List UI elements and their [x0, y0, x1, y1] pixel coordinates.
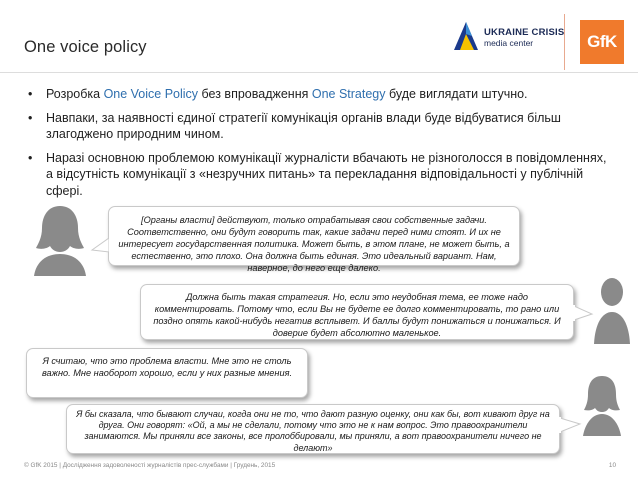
bullet-list [24, 86, 608, 206]
quote-text: [Органы власти] действуют, только отрабатывая свои собственные задачи. Соответственно, они будут говорить так, какие задачи перед ними стоят. И их не интересует государственная политика. Может быть, в этом плане, не может быть, а естественно, это плохо. Она должна быть единая. Это идеальный вариант. Нам, наверное, до него еще далеко. [118, 215, 510, 273]
footer-text: © GfK 2015 | Дослідження задоволеності журналістів прес-службами | Грудень, 2015 [24, 462, 276, 469]
bullet-item [24, 110, 608, 143]
bubble-tail-icon [558, 416, 582, 436]
logo-divider [564, 14, 565, 70]
highlight-one-strategy: One Strategy [311, 87, 386, 101]
quote-bubble-4 [66, 404, 560, 454]
quote-bubble-1 [108, 206, 520, 273]
bullet-dot-icon: • [28, 87, 33, 101]
female-silhouette-icon [28, 202, 92, 276]
quote-text: Я считаю, что это проблема власти. Мне это не столь важно. Мне наоборот хорошо, если у них разные мнения. [41, 356, 293, 378]
female-silhouette-icon [580, 374, 624, 436]
bullet-dot-icon: • [28, 150, 33, 165]
quote-bubble-2 [140, 284, 574, 340]
bubble-tail-icon [572, 304, 594, 324]
bullet-text: Наразі основною проблемою комунікації журналісти вбачають не різноголосся в повідомленнях, а відсутність комунікації з «незручних питань» та перекладання відповідальності у публічній сфері. [46, 150, 607, 198]
bullet-item [24, 86, 608, 103]
gfk-logo: GfK [580, 20, 624, 64]
quote-bubble-3 [26, 348, 308, 398]
ucmc-line-2: media center [484, 38, 534, 48]
quote-text: Должна быть такая стратегия. Но, если это неудобная тема, ее тоже надо комментировать. Потому что, если Вы не будете ее долго комментировать, то рано или поздно опять какой-нибудь негатив всплывет. И баллы будут понижаться и понижаться. И доверие будет абсолютно маленькое. [153, 292, 561, 338]
bullet-item [24, 150, 608, 200]
bullet-text: Розробка [46, 87, 104, 101]
bullet-text: буде виглядати штучно. [385, 87, 528, 101]
ucmc-line-1: UKRAINE CRISIS [484, 27, 565, 38]
page-number: 10 [608, 462, 616, 469]
ukraine-crisis-logo-text [484, 28, 564, 48]
header-rule [0, 72, 638, 73]
bullet-dot-icon: • [28, 110, 33, 125]
bullet-text: Навпаки, за наявності єдиної стратегії комунікація органів влади буде відбуватися більш злагоджено природним чином. [46, 110, 561, 141]
bubble-tail-icon [90, 236, 112, 258]
slide-title: One voice policy [24, 38, 147, 56]
bullet-text: без впровадження [198, 87, 312, 101]
ukraine-crisis-logo-icon [452, 20, 480, 52]
logo-area [452, 14, 632, 70]
male-silhouette-icon [592, 274, 632, 344]
quote-text: Я бы сказала, что бывают случаи, когда они не то, что дают разную оценку, они как бы, вот кивают друг на друга. Они говорят: «Ой, а мы не сделали, потому что это не к нам вопрос. Это правоохранители занимаются. Мы приняли все законы, все пролоббировали, мы приняли, а вот правоохранители ничего не делают» [76, 409, 550, 453]
highlight-one-voice-policy: One Voice Policy [103, 87, 199, 101]
